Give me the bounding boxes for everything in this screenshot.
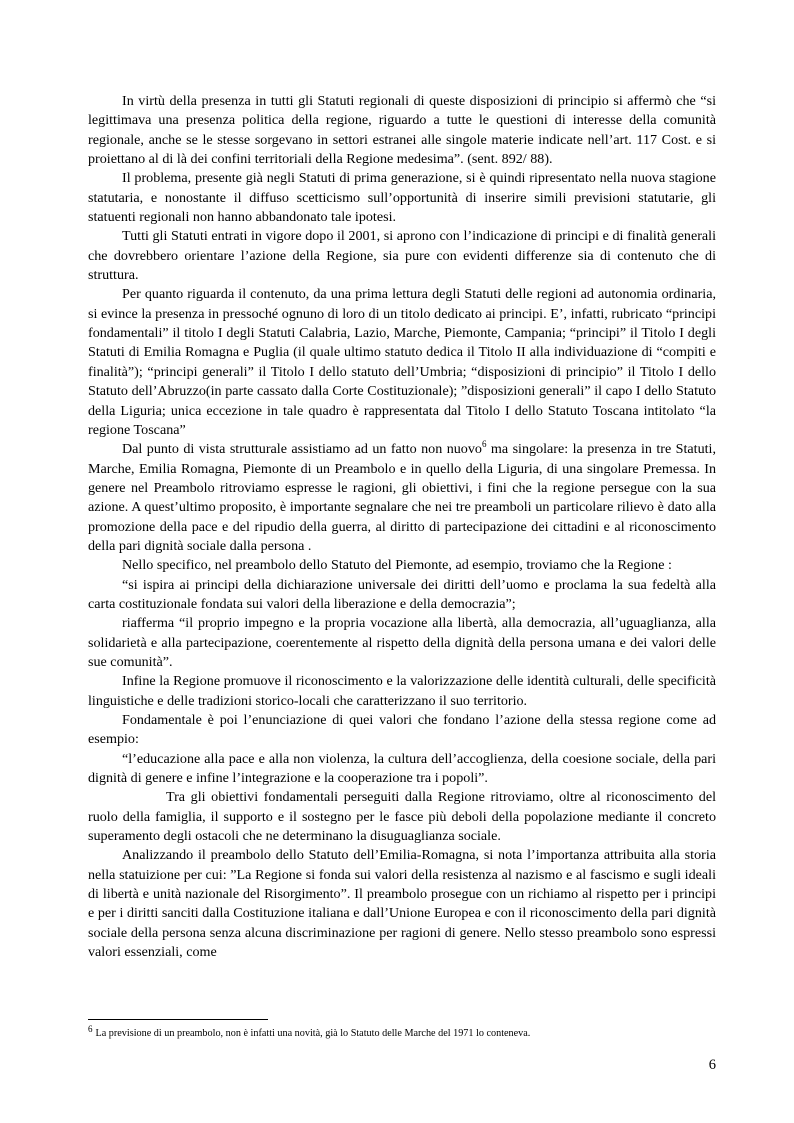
footnote-reference[interactable]: 6 (481, 439, 487, 450)
footnote-separator (88, 1019, 268, 1020)
footnote-text: La previsione di un preambolo, non è infatti una novità, già lo Statuto delle Marche del 1971 lo conteneva. (95, 1028, 531, 1039)
paragraph: Tra gli obiettivi fondamentali perseguiti dalla Regione ritroviamo, oltre al riconoscimento del ruolo della famiglia, il supporto e il sostegno per le fasce più deboli della popolazione mediante il concreto superamento degli ostacoli che ne determinano la disuguaglianza sociale. (88, 789, 716, 845)
paragraph: Tutti gli Statuti entrati in vigore dopo il 2001, si aprono con l’indicazione di principi e di finalità generali che dovrebbero orientare l’azione della Regione, sia pure con evidenti differenze sia di contenuto che di struttura. (88, 228, 716, 284)
paragraph: Per quanto riguarda il contenuto, da una prima lettura degli Statuti delle regioni ad autonomia ordinaria, si evince la presenza in pressoché ognuno di loro di un titolo dedicato ai principi. E’, infatti, rubricato “principi fondamentali” il titolo I degli Statuti Calabria, Lazio, Marche, Piemonte, Campania; “principi” il Titolo I degli Statuti di Emilia Romagna e Puglia (il quale ultimo statuto dedica il Titolo II alla individuazione di “compiti e finalità”); “principi generali” il Titolo I dello statuto dell’Umbria; “disposizioni di principio” il Titolo I dello Statuto dell’Abruzzo(in parte cassato dalla Corte Costituzionale); ”disposizioni generali” il capo I dello Statuto della Liguria; unica eccezione in tale quadro è rappresentata dal Titolo I dello Statuto Toscana intitolato “la regione Toscana” (88, 286, 716, 438)
page-number: 6 (708, 1057, 716, 1073)
footnote-marker: 6 (88, 1024, 93, 1034)
footnote (88, 1024, 716, 1041)
paragraph: Nello specifico, nel preambolo dello Statuto del Piemonte, ad esempio, troviamo che la Regione : (122, 557, 672, 574)
paragraph-with-footnote (88, 440, 716, 556)
quote-paragraph: “si ispira ai principi della dichiarazione universale dei diritti dell’uomo e proclama la sua fedeltà alla carta costituzionale fondata sui valori della liberazione e della democrazia”; (88, 576, 716, 612)
paragraph-lead: Dal punto di vista strutturale assistiamo ad un fatto non nuovo (122, 441, 482, 458)
paragraph: Il problema, presente già negli Statuti di prima generazione, si è quindi ripresentato nella nuova stagione statutaria, e nonostante il diffuso scetticismo sull’opportunità di inserire simili previsioni statutarie, gli statuenti regionali non hanno abbandonato tale ipotesi. (88, 170, 716, 226)
body-text (88, 92, 716, 962)
quote-paragraph: riafferma “il proprio impegno e la propria vocazione alla libertà, alla democrazia, all’uguaglianza, alla solidarietà e alla partecipazione, coerentemente al rispetto della dignità della persona umana e dei valori delle sue comunità”. (88, 615, 716, 670)
paragraph: In virtù della presenza in tutti gli Statuti regionali di queste disposizioni di principio si affermò che “si legittimava una presenza politica della regione, riguardo a tutte le questioni di interesse della comunità regionale, anche se le stesse sorgevano in settori estranei alle singole materie indicate nell’art. 117 Cost. e si proiettano al di là dei confini territoriali della Regione medesima”. (sent. 892/ 88). (88, 93, 716, 168)
paragraph: Analizzando il preambolo dello Statuto dell’Emilia-Romagna, si nota l’importanza attribuita alla storia nella statuizione per cui: ”La Regione si fonda sui valori della resistenza al nazismo e al fascismo e sugli ideali di libertà e unità nazionale del Risorgimento”. Il preambolo prosegue con un richiamo al rispetto per i principi e per i diritti sanciti dalla Costituzione italiana e dall’Unione Europea e con il riconoscimento della pari dignità sociale della persona senza alcuna discriminazione per ragioni di genere. Nello stesso preambolo sono espressi valori essenziali, come (88, 847, 716, 961)
paragraph-rest: ma singolare: la presenza in tre Statuti, Marche, Emilia Romagna, Piemonte di un Preambolo e in quello della Liguria, di una singolare Premessa. In genere nel Preambolo ritroviamo espresse le ragioni, gli obiettivi, i fini che la regione persegue con la sua azione. A quest’ultimo proposito, è importante segnalare che nei tre preamboli un particolare rilievo è dato alla promozione della pace e del ripudio della guerra, al diritto di partecipazione dei cittadini e al riconoscimento della pari dignità sociale dalla persona . (88, 441, 716, 554)
paragraph: Infine la Regione promuove il riconoscimento e la valorizzazione delle identità culturali, delle specificità linguistiche e delle tradizioni storico-locali che caratterizzano il suo territorio. (88, 673, 716, 709)
paragraph: Fondamentale è poi l’enunciazione di quei valori che fondano l’azione della stessa regione come ad esempio: (88, 712, 716, 748)
quote-paragraph: “l’educazione alla pace e alla non violenza, la cultura dell’accoglienza, della coesione sociale, della pari dignità di genere e infine l’integrazione e la cooperazione tra i popoli”. (88, 750, 716, 787)
